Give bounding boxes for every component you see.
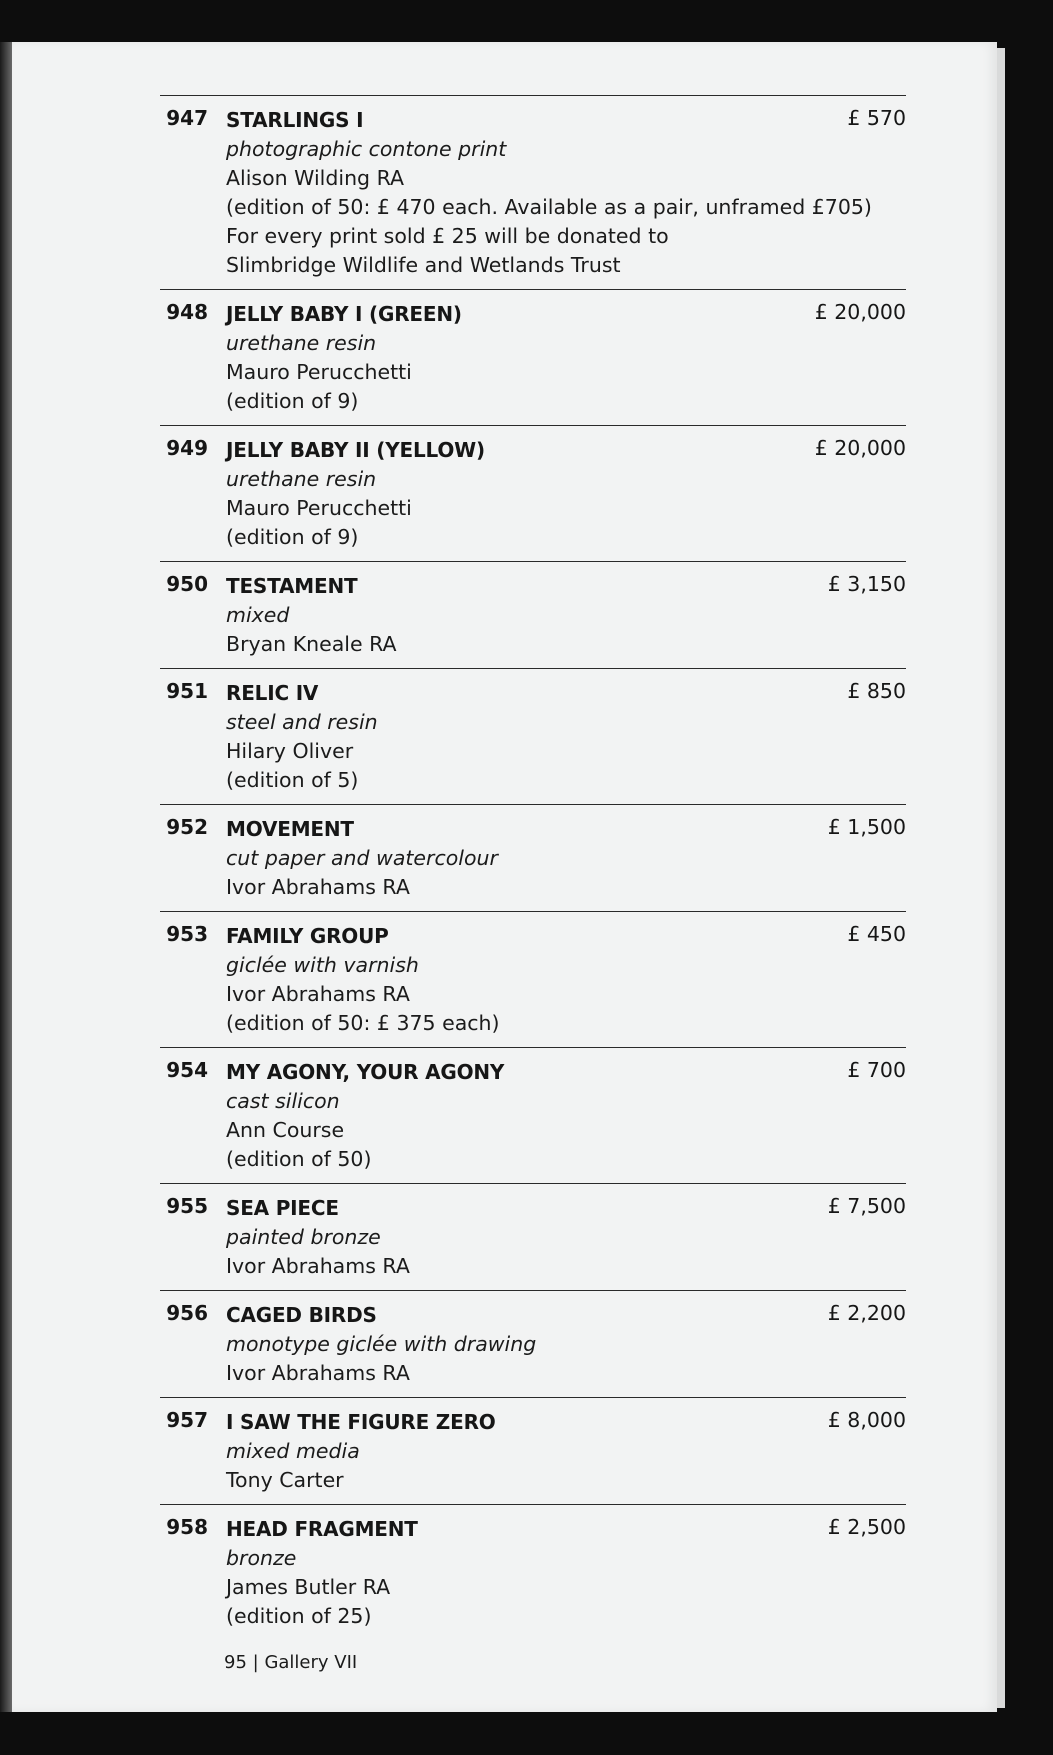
entry-price: £ 2,200 (827, 1301, 906, 1325)
book-spine-shadow (0, 42, 12, 1712)
entry-detail-line: Ivor Abrahams RA (226, 982, 410, 1006)
entry-title: TESTAMENT (226, 574, 358, 598)
catalogue-entry (160, 1504, 906, 1640)
entry-medium: urethane resin (226, 467, 377, 491)
entry-number: 952 (166, 815, 208, 839)
entry-title: FAMILY GROUP (226, 924, 389, 948)
entry-title: MY AGONY, YOUR AGONY (226, 1060, 505, 1084)
entry-detail-line: Mauro Perucchetti (226, 496, 412, 520)
entry-details (226, 811, 776, 902)
entry-price: £ 7,500 (827, 1194, 906, 1218)
entry-detail-line: Ivor Abrahams RA (226, 1361, 410, 1385)
entry-price: £ 570 (847, 106, 906, 130)
catalogue-entry (160, 561, 906, 668)
entry-detail-line: For every print sold £ 25 will be donated to (226, 224, 669, 248)
catalogue-entry (160, 425, 906, 561)
footer-separator: | (252, 1652, 259, 1673)
entry-detail-line: Ann Course (226, 1118, 345, 1142)
entry-price: £ 450 (847, 922, 906, 946)
gallery-section: Gallery VII (264, 1652, 358, 1673)
entry-detail-line: Ivor Abrahams RA (226, 875, 410, 899)
entry-number: 958 (166, 1515, 208, 1539)
entry-number: 947 (166, 106, 208, 130)
entry-title: RELIC IV (226, 681, 319, 705)
entry-number: 957 (166, 1408, 208, 1432)
entry-price: £ 20,000 (814, 436, 906, 460)
entry-price: £ 20,000 (814, 300, 906, 324)
entry-number: 953 (166, 922, 208, 946)
entry-title: HEAD FRAGMENT (226, 1517, 418, 1541)
entry-detail-line: Slimbridge Wildlife and Wetlands Trust (226, 253, 621, 277)
entry-medium: mixed (226, 603, 290, 627)
entry-number: 955 (166, 1194, 208, 1218)
entry-price: £ 850 (847, 679, 906, 703)
entry-medium: giclée with varnish (226, 953, 419, 977)
catalogue-entry (160, 1183, 906, 1290)
entry-price: £ 1,500 (827, 815, 906, 839)
entry-price: £ 8,000 (827, 1408, 906, 1432)
entry-detail-line: Tony Carter (226, 1468, 344, 1492)
entry-title: I SAW THE FIGURE ZERO (226, 1410, 496, 1434)
entry-medium: mixed media (226, 1439, 360, 1463)
entry-details (226, 296, 776, 416)
entry-medium: urethane resin (226, 331, 377, 355)
entry-detail-line: (edition of 9) (226, 525, 359, 549)
catalogue-entry (160, 668, 906, 804)
catalogue-entry (160, 95, 906, 289)
entry-title: SEA PIECE (226, 1196, 339, 1220)
entry-detail-line: Bryan Kneale RA (226, 632, 397, 656)
entry-medium: cast silicon (226, 1089, 340, 1113)
entry-title: JELLY BABY II (YELLOW) (226, 438, 485, 462)
entry-detail-line: Mauro Perucchetti (226, 360, 412, 384)
entry-detail-line: Ivor Abrahams RA (226, 1254, 410, 1278)
entry-detail-line: (edition of 50: £ 470 each. Available as a pair, unframed £705) (226, 195, 872, 219)
entry-details (226, 568, 776, 659)
entry-medium: cut paper and watercolour (226, 846, 498, 870)
catalogue-entry (160, 1290, 906, 1397)
entry-detail-line: (edition of 50) (226, 1147, 372, 1171)
entry-details (226, 1054, 776, 1174)
entry-number: 954 (166, 1058, 208, 1082)
entry-details (226, 675, 776, 795)
entry-detail-line: (edition of 5) (226, 768, 359, 792)
entry-medium: monotype giclée with drawing (226, 1332, 537, 1356)
entry-price: £ 2,500 (827, 1515, 906, 1539)
catalogue-entry (160, 911, 906, 1047)
entry-detail-line: James Butler RA (226, 1575, 391, 1599)
entry-detail-line: Alison Wilding RA (226, 166, 405, 190)
entry-details (226, 1297, 776, 1388)
catalogue-entry (160, 1397, 906, 1504)
entry-details (226, 918, 776, 1038)
entry-title: CAGED BIRDS (226, 1303, 377, 1327)
catalogue-entry (160, 289, 906, 425)
entry-title: STARLINGS I (226, 108, 364, 132)
entry-number: 951 (166, 679, 208, 703)
entry-detail-line: (edition of 9) (226, 389, 359, 413)
entry-details (226, 1404, 776, 1495)
entry-number: 950 (166, 572, 208, 596)
entry-number: 948 (166, 300, 208, 324)
entry-details (226, 1190, 776, 1281)
entry-number: 949 (166, 436, 208, 460)
entry-title: JELLY BABY I (GREEN) (226, 302, 462, 326)
entry-details (226, 102, 872, 280)
page-number: 95 (224, 1652, 247, 1673)
entry-price: £ 3,150 (827, 572, 906, 596)
entry-medium: photographic contone print (226, 137, 507, 161)
entry-price: £ 700 (847, 1058, 906, 1082)
entry-number: 956 (166, 1301, 208, 1325)
entry-details (226, 1511, 776, 1631)
entry-title: MOVEMENT (226, 817, 354, 841)
page-edge (997, 48, 1005, 1708)
catalogue-entry (160, 1047, 906, 1183)
catalogue-entries-list (160, 95, 906, 1640)
entry-detail-line: Hilary Oliver (226, 739, 354, 763)
entry-detail-line: (edition of 50: £ 375 each) (226, 1011, 500, 1035)
catalogue-entry (160, 804, 906, 911)
entry-detail-line: (edition of 25) (226, 1604, 372, 1628)
entry-medium: steel and resin (226, 710, 378, 734)
entry-medium: bronze (226, 1546, 297, 1570)
page-footer (224, 1652, 357, 1673)
entry-medium: painted bronze (226, 1225, 381, 1249)
entry-details (226, 432, 776, 552)
